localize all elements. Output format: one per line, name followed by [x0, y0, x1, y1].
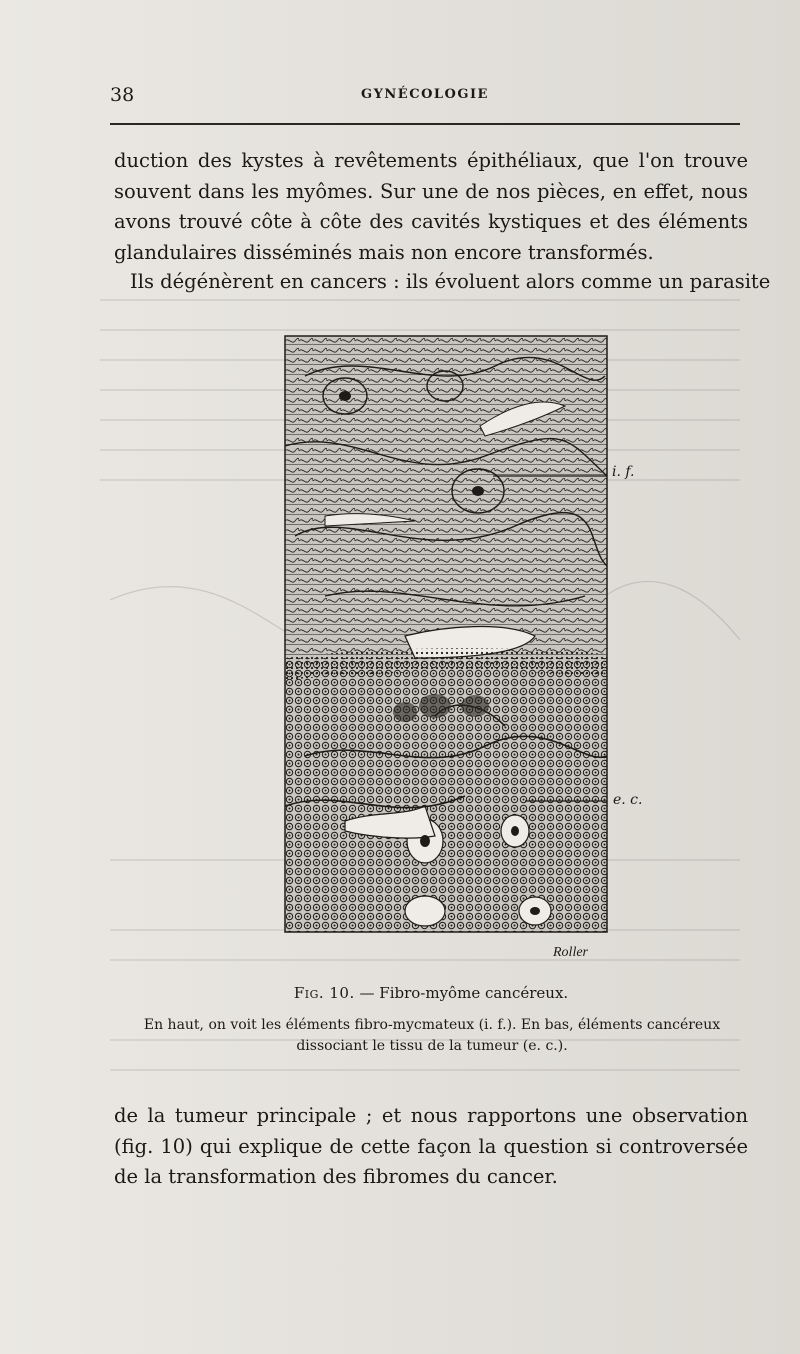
figure-number: Fig. 10.	[293, 984, 355, 1002]
paragraph-1: duction des kystes à revêtements épithéliaux, que l'on trouve souvent dans les myômes. Sur une de nos pièces, en effet, nous avons trouvé côte à côte des cavités kystiques et des éléments glandulaires disséminés mais non encore transformés.	[114, 149, 748, 264]
label-fibro-myomateux: i. f.	[612, 464, 635, 480]
page-number: 38	[110, 84, 135, 106]
label-elements-cancereux: e. c.	[613, 792, 643, 808]
engraver-signature: Roller	[553, 945, 588, 960]
header-rule	[110, 123, 740, 125]
running-head: GYNÉCOLOGIE	[361, 87, 489, 102]
figure-caption-body: En haut, on voit les éléments fibro-mycmateux (i. f.). En bas, éléments cancéreux dissociant le tissu de la tumeur (e. c.).	[143, 1017, 721, 1054]
paragraph-3: de la tumeur principale ; et nous rapportons une observation (fig. 10) qui explique de cette façon la question si controversée de la transformation des fibromes du cancer.	[114, 1104, 748, 1188]
histology-engraving	[285, 336, 607, 960]
figure-title: — Fibro-myôme cancéreux.	[354, 984, 569, 1002]
page-header	[110, 84, 740, 114]
figure-caption-title	[114, 984, 748, 1002]
paragraph-2: Ils dégénèrent en cancers : ils évoluent alors comme un parasite	[130, 270, 771, 293]
